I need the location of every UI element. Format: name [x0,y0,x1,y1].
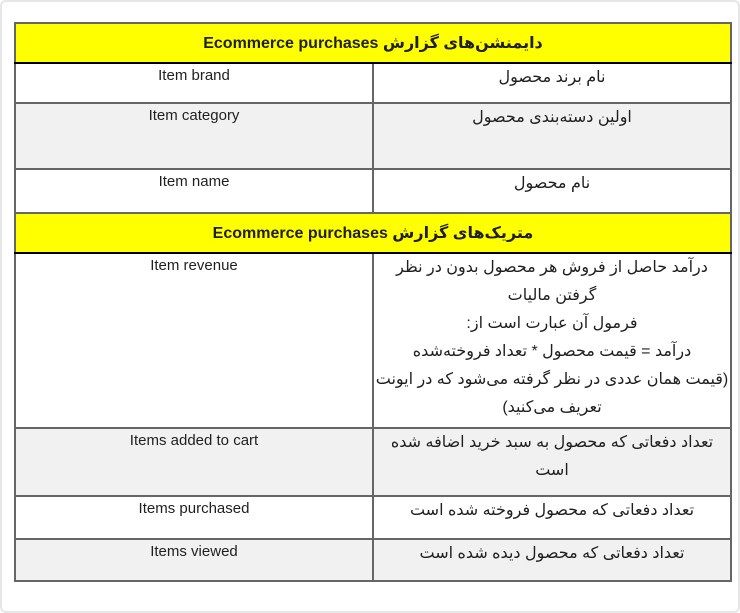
table-row-item-name [15,169,731,213]
item-category-fa-description: اولین دسته‌بندی محصول [373,103,731,169]
items-purchased-en-label: Items purchased [15,496,373,539]
ecommerce-report-table [14,22,732,582]
dimensions-section-title: دایمنشن‌های گزارش Ecommerce purchases [15,23,731,63]
item-revenue-fa-description [373,253,731,428]
item-category-en-label: Item category [15,103,373,169]
table-row-item-brand [15,63,731,103]
items-viewed-fa-description: تعداد دفعاتی که محصول دیده شده است [373,539,731,581]
item-name-en-label: Item name [15,169,373,213]
table-row-items-purchased [15,496,731,539]
dimensions-section-header-row [15,23,731,63]
metrics-section-title: متریک‌های گزارش Ecommerce purchases [15,213,731,253]
item-name-fa-description: نام محصول [373,169,731,213]
item-revenue-en-label: Item revenue [15,253,373,428]
item-revenue-fa-line-1: درآمد حاصل از فروش هر محصول بدون در نظر گرفتن مالیات [396,259,708,304]
item-revenue-fa-line-4: (قیمت همان عددی در نظر گرفته می‌شود که در ایونت تعریف می‌کنید) [375,371,729,416]
table-row-items-added-to-cart [15,428,731,496]
items-added-to-cart-fa-description: تعداد دفعاتی که محصول به سبد خرید اضافه شده است [373,428,731,496]
table-row-items-viewed [15,539,731,581]
items-viewed-en-label: Items viewed [15,539,373,581]
item-revenue-fa-line-2: فرمول آن عبارت است از: [466,315,638,332]
item-revenue-fa-line-3: درآمد = قیمت محصول * تعداد فروخته‌شده [412,343,692,360]
metrics-section-header-row [15,213,731,253]
table-row-item-category [15,103,731,169]
item-brand-en-label: Item brand [15,63,373,103]
items-purchased-fa-description: تعداد دفعاتی که محصول فروخته شده است [373,496,731,539]
table-row-item-revenue [15,253,731,428]
items-added-to-cart-en-label: Items added to cart [15,428,373,496]
item-brand-fa-description: نام برند محصول [373,63,731,103]
